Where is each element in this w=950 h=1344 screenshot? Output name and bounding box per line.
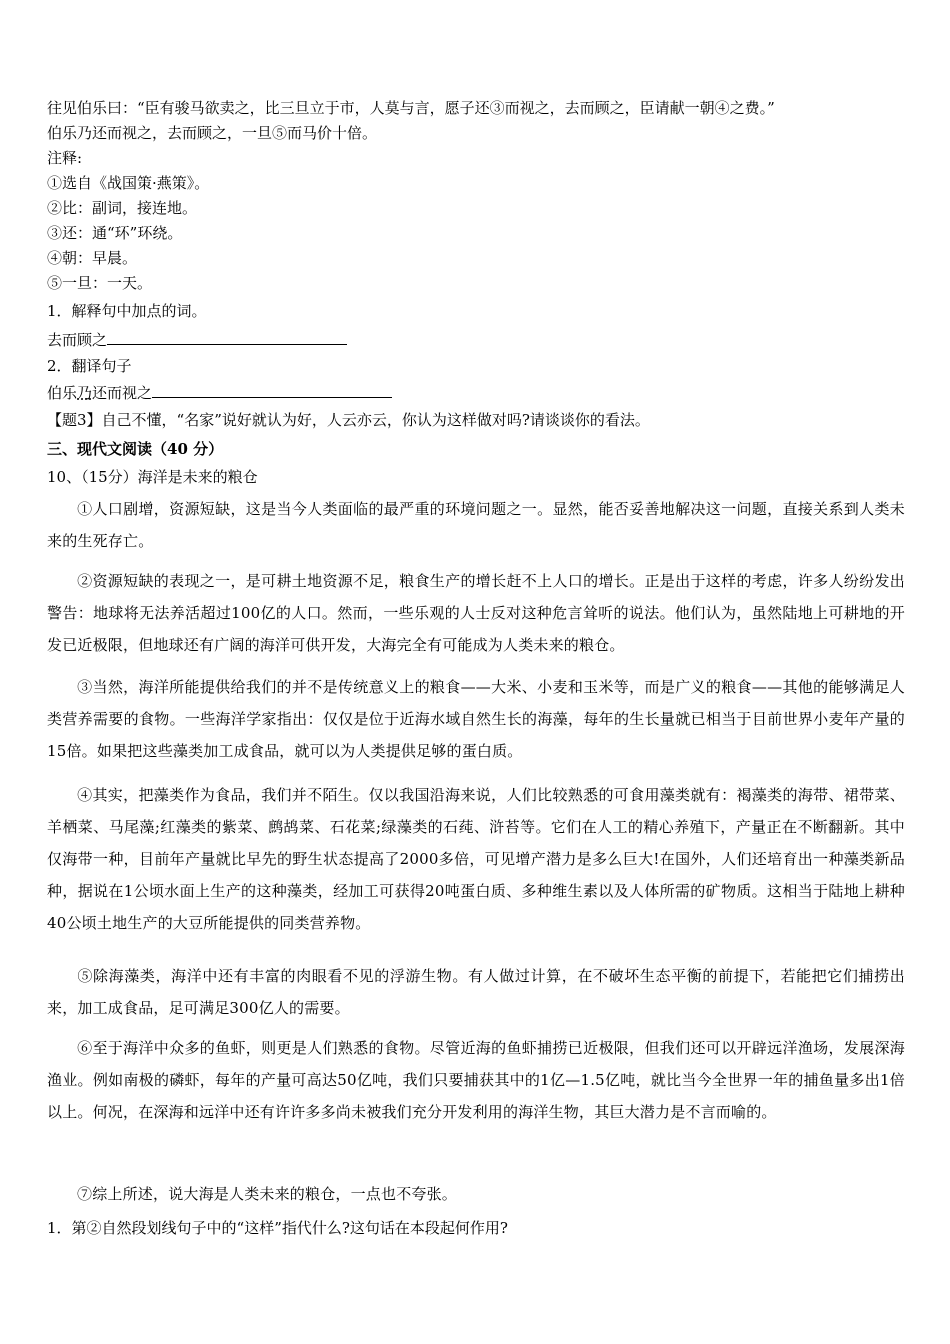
paragraph-1	[47, 493, 905, 557]
note-4: ④朝：早晨。	[47, 249, 138, 267]
classical-line-2: 伯乐乃还而视之，去而顾之，一旦⑤而马价十倍。	[47, 124, 378, 142]
section-heading: 三、现代文阅读（40 分）	[47, 440, 224, 458]
question-2-phrase-a: 伯乐	[47, 384, 78, 402]
answer-blank-2[interactable]	[152, 383, 392, 398]
question-1-phrase: 去而顾之	[47, 331, 108, 349]
notes-title: 注释:	[47, 149, 83, 167]
paragraph-5-text: ⑤除海藻类，海洋中还有丰富的肉眼看不见的浮游生物。有人做过计算，在不破坏生态平衡的前提下，若能把它们捕捞出来，加工成食品，足可满足300亿人的需要。	[47, 967, 905, 1017]
note-1: ①选自《战国策·燕策》。	[47, 174, 210, 192]
question-2-phrase-b: 还而视之	[92, 384, 153, 402]
paragraph-5	[47, 960, 905, 1024]
paragraph-3-text: ③当然，海洋所能提供给我们的并不是传统意义上的粮食——大米、小麦和玉米等，而是广义的粮食——其他的能够满足人类营养需要的食物。一些海洋学家指出：仅仅是位于近海水域自然生长的海藻，每年的生长量就已相当于目前世界小麦年产量的15倍。如果把这些藻类加工成食品，就可以为人类提供足够的蛋白质。	[47, 678, 905, 760]
paragraph-4-text: ④其实，把藻类作为食品，我们并不陌生。仅以我国沿海来说，人们比较熟悉的可食用藻类就有：褐藻类的海带、裙带菜、羊栖菜、马尾藻;红藻类的紫菜、鹧鸪菜、石花菜;绿藻类的石莼、浒苔等。它们在人工的精心养殖下，产量正在不断翻新。其中仅海带一种，目前年产量就比早先的野生状态提高了2000多倍，可见增产潜力是多么巨大!在国外，人们还培育出一种藻类新品种，据说在1公顷水面上生产的这种藻类，经加工可获得20吨蛋白质、多种维生素以及人体所需的矿物质。这相当于陆地上耕种40公顷土地生产的大豆所能提供的同类营养物。	[47, 786, 905, 932]
paragraph-7-text: ⑦综上所述，说大海是人类未来的粮仓，一点也不夸张。	[77, 1185, 458, 1203]
classical-line-1: 往见伯乐曰：“臣有骏马欲卖之，比三旦立于市，人莫与言，愿子还③而视之，去而顾之，臣请献一朝④之费。”	[47, 99, 775, 117]
answer-blank-1[interactable]	[107, 330, 347, 345]
question-2-item	[47, 383, 392, 403]
question-2-dotted-word: 乃	[77, 384, 93, 402]
note-2: ②比：副词，接连地。	[47, 199, 198, 217]
final-question: 1．第②自然段划线句子中的“这样”指代什么?这句话在本段起何作用?	[47, 1219, 508, 1237]
question-3: 【题3】自己不懂，“名家”说好就认为好，人云亦云，你认为这样做对吗?请谈谈你的看法。	[47, 411, 650, 429]
question-1-item	[47, 330, 347, 350]
paragraph-6	[47, 1032, 905, 1128]
note-5: ⑤一旦：一天。	[47, 274, 153, 292]
paragraph-2	[47, 565, 905, 661]
paragraph-7	[47, 1178, 905, 1210]
note-3: ③还：通“环”环绕。	[47, 224, 183, 242]
question-1-label: 1．解释句中加点的词。	[47, 302, 207, 320]
article-title: 10、（15分）海洋是未来的粮仓	[47, 468, 258, 486]
question-2-label: 2．翻译句子	[47, 357, 132, 375]
paragraph-6-text: ⑥至于海洋中众多的鱼虾，则更是人们熟悉的食物。尽管近海的鱼虾捕捞已近极限，但我们还可以开辟远洋渔场，发展深海渔业。例如南极的磷虾，每年的产量可高达50亿吨，我们只要捕获其中的1亿—1.5亿吨，就比当今全世界一年的捕鱼量多出1倍以上。何况，在深海和远洋中还有许许多多尚未被我们充分开发利用的海洋生物，其巨大潜力是不言而喻的。	[47, 1039, 905, 1121]
paragraph-3	[47, 671, 905, 767]
paragraph-2-text: ②资源短缺的表现之一，是可耕土地资源不足，粮食生产的增长赶不上人口的增长。正是出于这样的考虑，许多人纷纷发出警告：地球将无法养活超过100亿的人口。然而，一些乐观的人士反对这种危言耸听的说法。他们认为，虽然陆地上可耕地的开发已近极限，但地球还有广阔的海洋可供开发，大海完全有可能成为人类未来的粮仓。	[47, 572, 905, 654]
paragraph-4	[47, 779, 905, 939]
paragraph-1-text: ①人口剧增，资源短缺，这是当今人类面临的最严重的环境问题之一。显然，能否妥善地解决这一问题，直接关系到人类未来的生死存亡。	[47, 500, 905, 550]
